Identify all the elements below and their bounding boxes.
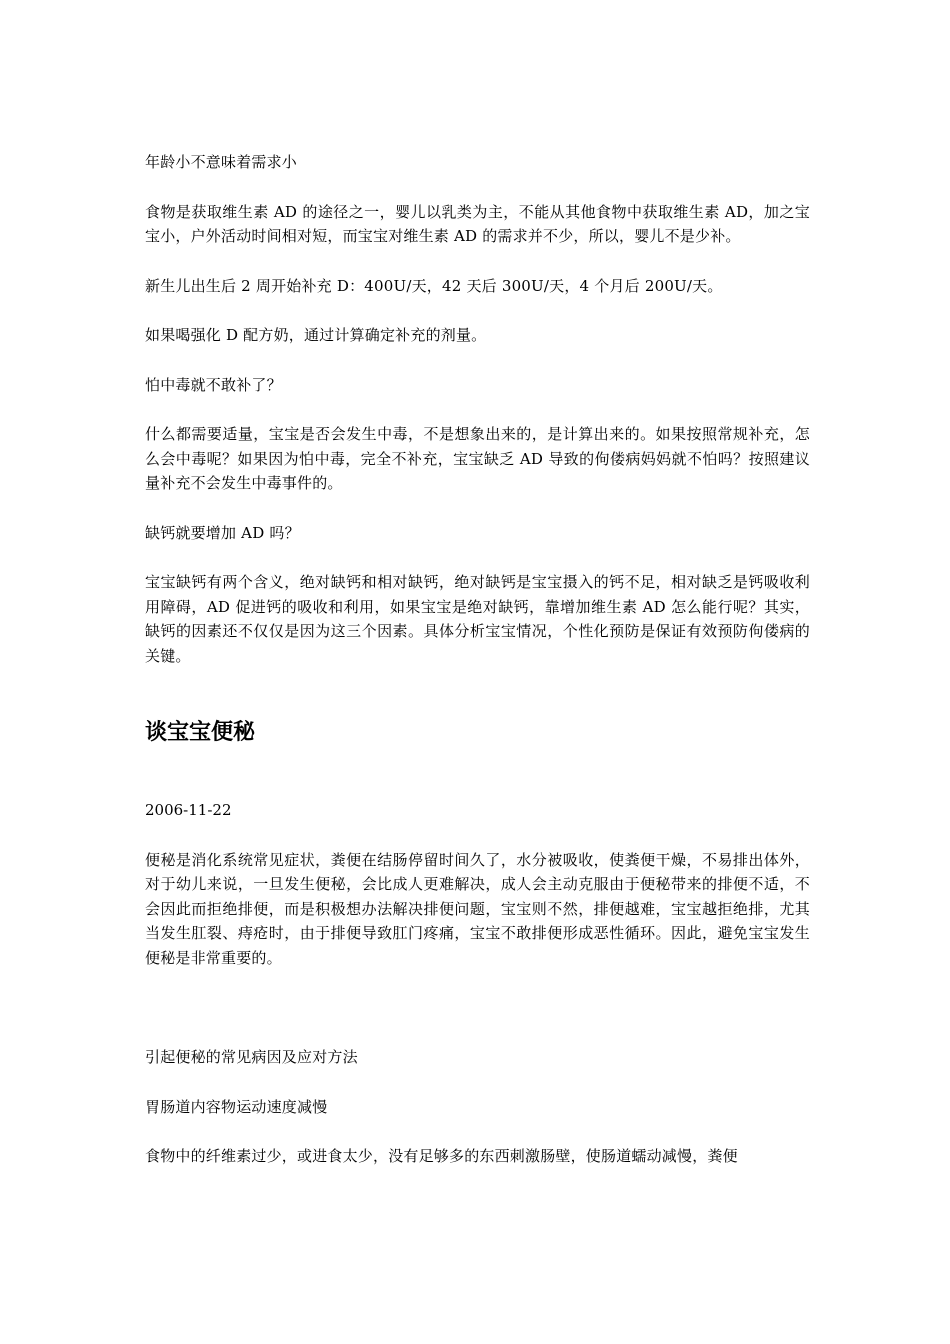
paragraph-constipation-intro: 便秘是消化系统常见症状，粪便在结肠停留时间久了，水分被吸收，使粪便干燥，不易排出体外，对于幼儿来说，一旦发生便秘，会比成人更难解决，成人会主动克服由于便秘带来的排便不适，不会因此而拒绝排便，而是积极想办法解决排便问题，宝宝则不然，排便越难，宝宝越拒绝排，尤其当发生肛裂、痔疮时，由于排便导致肛门疼痛，宝宝不敢排便形成恶性循环。因此，避免宝宝发生便秘是非常重要的。 [145, 850, 810, 967]
paragraph-calcium: 宝宝缺钙有两个含义，绝对缺钙和相对缺钙，绝对缺钙是宝宝摄入的钙不足，相对缺乏是钙吸收利用障碍，AD 促进钙的吸收和利用，如果宝宝是绝对缺钙，靠增加维生素 AD 怎么能行呢？其实，缺钙的因素还不仅仅是因为这三个因素。具体分析宝宝情况，个性化预防是保证有效预防佝偻病的关键。 [145, 573, 810, 665]
article-date: 2006-11-22 [145, 801, 232, 819]
subheading-motility: 胃肠道内容物运动速度减慢 [145, 1097, 328, 1116]
paragraph-formula: 如果喝强化 D 配方奶，通过计算确定补充的剂量。 [145, 326, 487, 344]
paragraph-poison: 什么都需要适量，宝宝是否会发生中毒，不是想象出来的，是计算出来的。如果按照常规补充，怎么会中毒呢？如果因为怕中毒，完全不补充，宝宝缺乏 AD 导致的佝偻病妈妈就不怕吗？按照建议量补充不会发生中毒事件的。 [145, 425, 810, 492]
subheading-age-need: 年龄小不意味着需求小 [145, 153, 298, 171]
blank-spacer [145, 995, 810, 1045]
paragraph-food-source: 食物是获取维生素 AD 的途径之一，婴儿以乳类为主，不能从其他食物中获取维生素 AD，加之宝宝小，户外活动时间相对短，而宝宝对维生素 AD 的需求并不少，所以，婴儿不是少补。 [145, 202, 810, 245]
subheading-causes: 引起便秘的常见病因及应对方法 [145, 1048, 358, 1066]
paragraph-newborn-dosage: 新生儿出生后 2 周开始补充 D：400U/天，42 天后 300U/天，4 个月后 200U/天。 [145, 276, 723, 295]
subheading-poison-fear: 怕中毒就不敢补了？ [145, 375, 282, 394]
section-title-constipation: 谈宝宝便秘 [145, 720, 256, 745]
subheading-calcium: 缺钙就要增加 AD 吗？ [145, 523, 300, 542]
paragraph-fiber: 食物中的纤维素过少，或进食太少，没有足够多的东西刺激肠壁，使肠道蠕动减慢，粪便 [145, 1147, 738, 1165]
document-page [145, 150, 810, 1194]
